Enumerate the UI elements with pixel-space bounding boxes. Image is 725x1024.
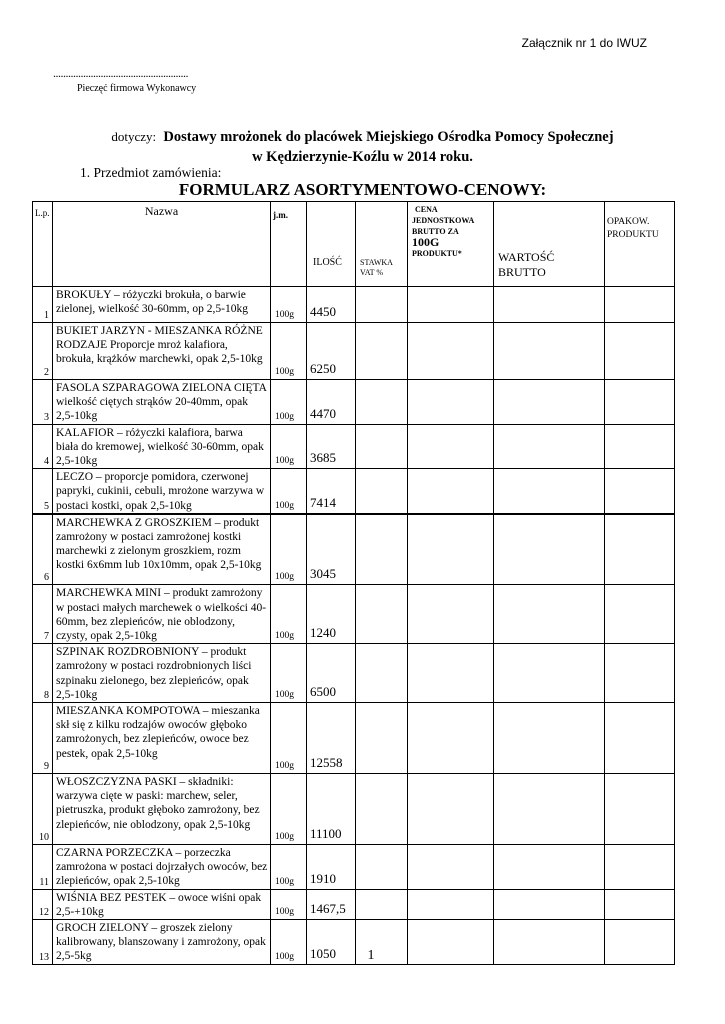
row-vat-cell[interactable] [356,702,408,773]
vat-label-2: VAT % [360,268,384,277]
row-vat-cell[interactable] [356,469,408,514]
row-unit: 100g [271,424,307,469]
row-unit: 100g [271,844,307,889]
row-value-cell[interactable] [494,702,605,773]
row-unit: 100g [271,644,307,703]
row-qty: 12558 [307,702,356,773]
row-pack-cell[interactable] [605,424,675,469]
row-vat-cell[interactable] [356,323,408,380]
row-vat-cell[interactable] [356,585,408,644]
row-qty: 1467,5 [307,889,356,919]
row-value-cell[interactable] [494,469,605,514]
row-price-cell[interactable] [408,844,494,889]
table-row [33,773,675,844]
row-vat-cell[interactable] [356,889,408,919]
table-row [33,469,675,514]
row-price-cell[interactable] [408,889,494,919]
row-lp: 10 [33,773,53,844]
value-label-2: BRUTTO [498,265,546,279]
row-qty: 1050 [307,919,356,964]
row-value-cell[interactable] [494,773,605,844]
header-row [33,202,675,287]
col-header-qty: ILOŚĆ [307,202,356,287]
col-header-value [494,202,605,287]
row-value-cell[interactable] [494,380,605,425]
section-heading: 1. Przedmiot zamówienia: [80,165,222,180]
row-lp: 2 [33,323,53,380]
table-row [33,323,675,380]
row-unit: 100g [271,889,307,919]
row-name: BUKIET JARZYN - MIESZANKA RÓŻNE RODZAJE Proporcje mroż kalafiora, brokuła, krążków marchewki, opak 2,5-10kg [53,323,271,380]
row-qty: 1910 [307,844,356,889]
attachment-label: Załącznik nr 1 do IWUZ [521,36,647,50]
row-price-cell[interactable] [408,424,494,469]
row-pack-cell[interactable] [605,644,675,703]
row-name: SZPINAK ROZDROBNIONY – produkt zamrożony w postaci rozdrobnionych liści szpinaku zielonego, bez zlepieńców, opak 2,5-10kg [53,644,271,703]
table-row [33,844,675,889]
row-pack-cell[interactable] [605,585,675,644]
row-lp: 8 [33,644,53,703]
price-label-3: BRUTTO ZA [412,227,459,236]
row-lp: 11 [33,844,53,889]
row-unit: 100g [271,585,307,644]
table-row [33,380,675,425]
row-name: MIESZANKA KOMPOTOWA – mieszanka skł się z kilku rodzajów owoców głęboko zamrożonych, bez zlepieńców, owoce bez pestek, opak 2,5-10kg [53,702,271,773]
company-stamp-label: Pieczęć firmowa Wykonawcy [77,83,197,94]
row-value-cell[interactable] [494,585,605,644]
row-price-cell[interactable] [408,323,494,380]
row-price-cell[interactable] [408,585,494,644]
table-row [33,702,675,773]
row-unit: 100g [271,323,307,380]
row-lp: 9 [33,702,53,773]
row-vat-cell[interactable] [356,644,408,703]
row-name: KALAFIOR – różyczki kalafiora, barwa biała do kremowej, wielkość 30-60mm, opak 2,5-10kg [53,424,271,469]
table-row [33,424,675,469]
row-price-cell[interactable] [408,380,494,425]
pack-label-1: OPAKOW. [607,217,650,227]
subject-line-1: Dostawy mrożonek do placówek Miejskiego Ośrodka Pomocy Społecznej [163,129,614,145]
row-value-cell[interactable] [494,644,605,703]
row-lp: 6 [33,514,53,585]
row-pack-cell[interactable] [605,514,675,585]
row-name: BROKUŁY – różyczki brokuła, o barwie zielonej, wielkość 30-60mm, op 2,5-10kg [53,287,271,323]
row-name: LECZO – proporcje pomidora, czerwonej papryki, cukinii, cebuli, mrożone warzywa w postaci kostki, opak 2,5-10kg [53,469,271,514]
row-name: MARCHEWKA Z GROSZKIEM – produkt zamrożony w postaci zamrożonej kostki marchewki z zielonym groszkiem, rozm kostki 6x6mm lub 10x10mm, opak 2,5-10kg [53,514,271,585]
row-price-cell[interactable] [408,469,494,514]
row-qty: 11100 [307,773,356,844]
row-price-cell[interactable] [408,287,494,323]
row-pack-cell[interactable] [605,323,675,380]
row-pack-cell[interactable] [605,773,675,844]
price-label-5: PRODUKTU* [412,249,462,258]
row-vat-cell[interactable] [356,773,408,844]
row-lp: 4 [33,424,53,469]
table-row [33,287,675,323]
row-value-cell[interactable] [494,424,605,469]
row-price-cell[interactable] [408,702,494,773]
pack-label-2: PRODUKTU [607,230,659,240]
row-value-cell[interactable] [494,514,605,585]
row-pack-cell[interactable] [605,469,675,514]
row-lp: 3 [33,380,53,425]
value-label-1: WARTOŚĆ [498,250,555,264]
subject-block [0,127,725,167]
row-name: CZARNA PORZECZKA – porzeczka zamrożona w postaci dojrzałych owoców, bez zlepieńców, opak 2,5-10kg [53,844,271,889]
row-name: WIŚNIA BEZ PESTEK – owoce wiśni opak 2,5-+10kg [53,889,271,919]
row-name: FASOLA SZPARAGOWA ZIELONA CIĘTA wielkość ciętych strąków 20-40mm, opak 2,5-10kg [53,380,271,425]
row-pack-cell[interactable] [605,844,675,889]
row-unit: 100g [271,287,307,323]
row-lp: 1 [33,287,53,323]
table-row [33,644,675,703]
price-label-2: JEDNOSTKOWA [412,216,475,225]
row-value-cell[interactable] [494,889,605,919]
table-row [33,585,675,644]
row-lp: 12 [33,889,53,919]
vat-label-1: STAWKA [360,258,393,267]
table-row [33,514,675,585]
col-header-vat [356,202,408,287]
row-qty: 6500 [307,644,356,703]
col-header-lp: L.p. [33,202,53,287]
row-vat-cell[interactable] [356,287,408,323]
col-header-unit: j.m. [271,202,307,287]
table-row [33,889,675,919]
row-unit: 100g [271,919,307,964]
row-qty: 4470 [307,380,356,425]
price-form-table [32,201,675,965]
form-title: FORMULARZ ASORTYMENTOWO-CENOWY: [178,180,547,199]
row-unit: 100g [271,773,307,844]
row-qty: 4450 [307,287,356,323]
row-value-cell[interactable] [494,844,605,889]
row-qty: 3045 [307,514,356,585]
row-vat-cell[interactable] [356,514,408,585]
row-qty: 6250 [307,323,356,380]
row-price-cell[interactable] [408,773,494,844]
row-vat-cell[interactable] [356,380,408,425]
row-qty: 1240 [307,585,356,644]
page-number: 1 [367,948,375,963]
col-header-name: Nazwa [53,202,271,287]
row-unit: 100g [271,702,307,773]
row-name: MARCHEWKA MINI – produkt zamrożony w postaci małych marchewek o wielkości 40-60mm, bez zlepieńców, nie oblodzony, czysty, opak 2,5-10kg [53,585,271,644]
row-qty: 3685 [307,424,356,469]
row-lp: 7 [33,585,53,644]
row-price-cell[interactable] [408,514,494,585]
subject-prefix: dotyczy: [111,129,157,144]
row-vat-cell[interactable] [356,844,408,889]
row-lp: 5 [33,469,53,514]
row-pack-cell[interactable] [605,702,675,773]
row-qty: 7414 [307,469,356,514]
row-lp: 13 [33,919,53,964]
row-pack-cell[interactable] [605,380,675,425]
row-unit: 100g [271,469,307,514]
row-value-cell[interactable] [494,323,605,380]
row-price-cell[interactable] [408,644,494,703]
col-header-price [408,202,494,287]
row-vat-cell[interactable] [356,424,408,469]
row-pack-cell[interactable] [605,287,675,323]
row-unit: 100g [271,380,307,425]
stamp-dotted-line: ...................................................... [53,66,188,80]
col-header-pack [605,202,675,287]
row-name: WŁOSZCZYZNA PASKI – składniki: warzywa cięte w paski: marchew, seler, pietruszka, produkt głęboko zamrożony, bez zlepieńców, nie oblodzony, opak 2,5-10kg [53,773,271,844]
price-label-4: 100G [412,235,440,249]
row-pack-cell[interactable] [605,889,675,919]
row-unit: 100g [271,514,307,585]
price-label-1: CENA [415,205,438,214]
subject-line-2: w Kędzierzynie-Koźlu w 2014 roku. [252,149,473,165]
row-value-cell[interactable] [494,287,605,323]
row-name: GROCH ZIELONY – groszek zielony kalibrowany, blanszowany i zamrożony, opak 2,5-5kg [53,919,271,964]
